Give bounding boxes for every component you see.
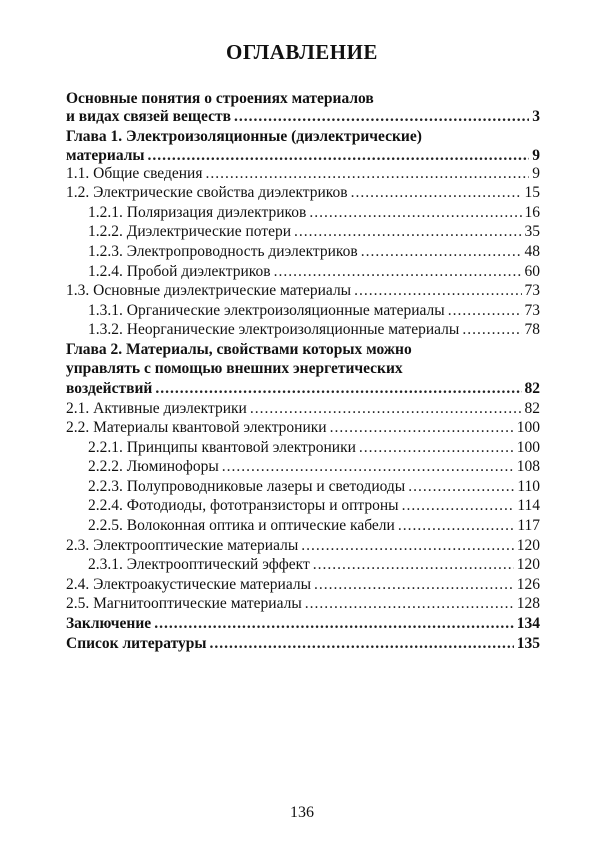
toc-entry-text: 2.2.3. Полупроводниковые лазеры и светодиоды	[88, 478, 406, 495]
toc-entry-text: воздействий	[66, 380, 153, 397]
page-number: 136	[290, 804, 314, 821]
toc-page-number: 135	[516, 635, 540, 652]
toc-entry-text: 1.1. Общие сведения	[66, 165, 203, 182]
toc-entry-text: 2.5. Магнитооптические материалы	[66, 595, 302, 612]
leader-dots	[313, 555, 514, 575]
toc-page-number: 100	[516, 419, 540, 436]
toc-page-number: 128	[516, 595, 540, 612]
toc-entry-references[interactable]	[66, 634, 540, 654]
toc-entry-text: 2.2.2. Люминофоры	[88, 458, 219, 475]
toc-entry-1-1[interactable]	[66, 164, 540, 184]
toc-entry-2-2[interactable]	[66, 418, 540, 438]
toc-page-number: 120	[516, 556, 540, 573]
toc-entry-1-3[interactable]	[66, 281, 540, 301]
toc-entry-intro[interactable]	[66, 107, 540, 127]
toc-page-number: 120	[516, 537, 540, 554]
toc-page-number: 110	[517, 478, 540, 495]
leader-dots	[361, 242, 522, 262]
toc-entry-2-2-4[interactable]	[88, 496, 540, 516]
toc-entry-1-2[interactable]	[66, 183, 540, 203]
leader-dots	[398, 516, 514, 536]
toc-page-number: 82	[524, 400, 540, 417]
toc-page-number: 3	[532, 108, 540, 125]
toc-entry-text: 1.2.2. Диэлектрические потери	[88, 223, 291, 240]
leader-dots	[154, 614, 514, 634]
toc-page-number: 73	[524, 302, 540, 319]
page-title: ОГЛАВЛЕНИЕ	[226, 40, 378, 64]
toc-entry-2-2-1[interactable]	[88, 438, 540, 458]
toc-entry-2-2-2[interactable]	[88, 457, 540, 477]
leader-dots	[402, 496, 515, 516]
toc-entry-text: 2.3. Электрооптические материалы	[66, 537, 299, 554]
toc-entry-2-4[interactable]	[66, 575, 540, 595]
toc-page-number: 82	[524, 380, 540, 397]
toc-entry-2-2-5[interactable]	[88, 516, 540, 536]
toc-page-number: 35	[524, 223, 540, 240]
leader-dots	[222, 457, 514, 477]
leader-dots	[250, 399, 522, 419]
toc-entry-text: 1.3.1. Органические электроизоляционные материалы	[88, 302, 445, 319]
toc-page-number: 126	[516, 576, 540, 593]
toc-entry-text: 1.3.2. Неорганические электроизоляционные материалы	[88, 321, 460, 338]
toc-entry-text: Заключение	[66, 615, 152, 632]
leader-dots	[294, 222, 522, 242]
toc-entry-conclusion[interactable]	[66, 614, 540, 634]
toc-entry-1-2-2[interactable]	[88, 222, 540, 242]
toc-entry-text: 2.1. Активные диэлектрики	[66, 400, 247, 417]
toc-entry-text: 1.3. Основные диэлектрические материалы	[66, 282, 352, 299]
toc-entry-text: и видах связей веществ	[66, 108, 231, 125]
toc-page-number: 114	[517, 497, 540, 514]
toc-page-number: 117	[517, 517, 540, 534]
toc-entry-text: 2.2.4. Фотодиоды, фототранзисторы и оптроны	[88, 497, 399, 514]
leader-dots	[408, 477, 514, 497]
toc-entry-text: 1.2.1. Поляризация диэлектриков	[88, 204, 307, 221]
toc-page-number: 100	[516, 439, 540, 456]
toc-entry-text: 1.2.3. Электропроводность диэлектриков	[88, 243, 358, 260]
toc-entry-text: 2.2.1. Принципы квантовой электроники	[88, 439, 356, 456]
toc-entry-1-2-3[interactable]	[88, 242, 540, 262]
toc-entry-text: 1.2.4. Пробой диэлектриков	[88, 263, 271, 280]
toc-entry-1-3-2[interactable]	[88, 320, 540, 340]
toc-entry-2-3[interactable]	[66, 536, 540, 556]
toc-page-number: 73	[524, 282, 540, 299]
toc-entry-1-3-1[interactable]	[88, 301, 540, 321]
leader-dots	[209, 634, 513, 654]
leader-dots	[351, 183, 522, 203]
toc-intro-line1: Основные понятия о строениях материалов	[66, 90, 374, 107]
leader-dots	[274, 262, 522, 282]
leader-dots	[205, 164, 529, 184]
leader-dots	[359, 438, 514, 458]
toc-entry-text: 1.2. Электрические свойства диэлектриков	[66, 184, 348, 201]
toc-page-number: 48	[524, 243, 540, 260]
toc-page-number: 16	[524, 204, 540, 221]
toc-page-number: 60	[524, 263, 540, 280]
toc-page-number: 15	[524, 184, 540, 201]
leader-dots	[234, 107, 529, 127]
leader-dots	[354, 281, 521, 301]
leader-dots	[305, 594, 514, 614]
toc-page-number: 78	[524, 321, 540, 338]
leader-dots	[309, 203, 521, 223]
toc-entry-1-2-4[interactable]	[88, 262, 540, 282]
toc-entry-2-2-3[interactable]	[88, 477, 540, 497]
toc-entry-chapter2[interactable]	[66, 379, 540, 399]
leader-dots	[462, 320, 521, 340]
toc-entry-text: Список литературы	[66, 635, 207, 652]
leader-dots	[301, 536, 514, 556]
toc-entry-2-3-1[interactable]	[88, 555, 540, 575]
toc-entry-text: 2.2.5. Волоконная оптика и оптические кабели	[88, 517, 395, 534]
toc-chapter2-line2: управлять с помощью внешних энергетических	[66, 360, 403, 377]
toc-entry-text: 2.3.1. Электрооптический эффект	[88, 556, 310, 573]
toc-entry-2-1[interactable]	[66, 399, 540, 419]
leader-dots	[148, 146, 530, 166]
toc-entry-text: 2.4. Электроакустические материалы	[66, 576, 312, 593]
leader-dots	[448, 301, 522, 321]
toc-entry-2-5[interactable]	[66, 594, 540, 614]
toc-chapter1-line1: Глава 1. Электроизоляционные (диэлектрические)	[66, 128, 422, 145]
leader-dots	[314, 575, 514, 595]
toc-page-number: 108	[516, 458, 540, 475]
toc-entry-chapter1[interactable]	[66, 146, 540, 166]
toc-entry-text: материалы	[66, 147, 145, 164]
toc-entry-text: 2.2. Материалы квантовой электроники	[66, 419, 327, 436]
toc-page-number: 9	[532, 165, 540, 182]
toc-page-number: 134	[516, 615, 540, 632]
toc-page-number: 9	[532, 147, 540, 164]
toc-entry-1-2-1[interactable]	[88, 203, 540, 223]
toc-chapter2-line1: Глава 2. Материалы, свойствами которых можно	[66, 341, 412, 358]
leader-dots	[330, 418, 514, 438]
leader-dots	[155, 379, 521, 399]
